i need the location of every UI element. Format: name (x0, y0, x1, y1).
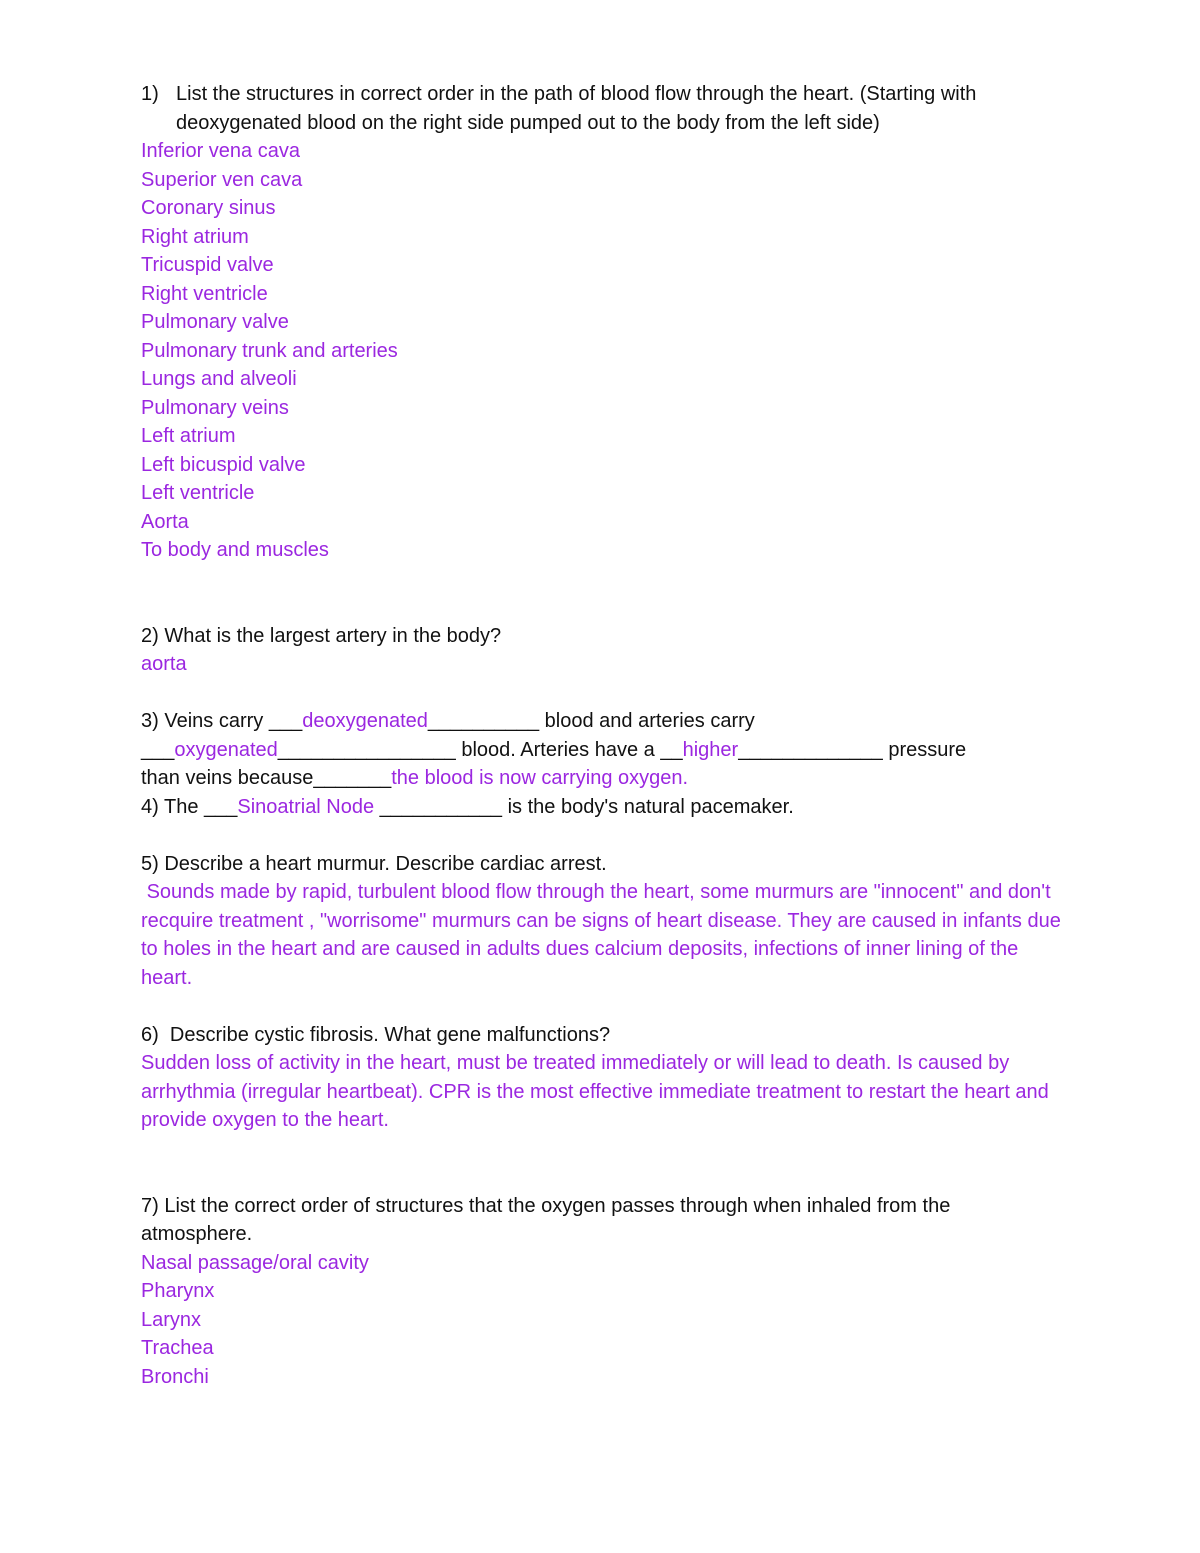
answer-list-1 (141, 137, 1061, 565)
list-item: Tricuspid valve (141, 254, 274, 276)
question-3-line-2 (141, 736, 1061, 765)
list-item: Pharynx (141, 1280, 215, 1302)
document-page (141, 80, 1067, 1391)
question-5: 5) Describe a heart murmur. Describe cardiac arrest. (141, 852, 607, 875)
list-item: Trachea (141, 1337, 214, 1359)
question-text: _____________ pressure (738, 738, 967, 761)
answer-2: aorta (141, 653, 187, 675)
answer-blank: the blood is now carrying oxygen. (391, 767, 689, 789)
list-item: Left atrium (141, 425, 236, 447)
question-text: List the structures in correct order in the path of blood flow through the heart. (Starting with deoxygenated blood on the right side pumped out to the body from the left side) (176, 83, 977, 134)
question-text: 4) The ___ (141, 795, 238, 818)
question-text: 3) Veins carry ___ (141, 710, 303, 732)
list-item: Nasal passage/oral cavity (141, 1251, 369, 1274)
question-6: 6) Describe cystic fibrosis. What gene malfunctions? (141, 1023, 611, 1046)
answer-blank: deoxygenated (302, 710, 428, 732)
list-item: Coronary sinus (141, 197, 276, 219)
question-text: __________ blood and arteries carry (427, 710, 755, 732)
question-text: ________________ blood. Arteries have a __ (277, 738, 683, 761)
list-item: Bronchi (141, 1365, 209, 1388)
answer-blank: higher (682, 738, 739, 761)
list-item: Right atrium (141, 225, 249, 248)
list-item: Pulmonary valve (141, 311, 289, 333)
question-text: ___________ is the body's natural pacemaker. (374, 795, 794, 818)
list-item: Pulmonary trunk and arteries (141, 339, 398, 362)
list-item: Pulmonary veins (141, 396, 289, 419)
answer-6: Sudden loss of activity in the heart, must be treated immediately or will lead to death. Is caused by arrhythmia (irregular heartbeat). CPR is the most effective immediate treatment to restart the heart and provide oxygen to the heart. (141, 1052, 1049, 1131)
list-item: Aorta (141, 510, 189, 533)
list-item: Inferior vena cava (141, 140, 300, 162)
answer-blank: Sinoatrial Node (237, 795, 375, 818)
answer-5: Sounds made by rapid, turbulent blood flow through the heart, some murmurs are "innocent" and don't recquire treatment , "worrisome" murmurs can be signs of heart disease. They are caused in infants due to holes in the heart and are caused in adults dues calcium deposits, infections of inner lining of the heart. (141, 881, 1067, 989)
question-text: than veins because_______ (141, 767, 392, 789)
list-item: Lungs and alveoli (141, 368, 297, 390)
answer-blank: oxygenated (174, 738, 278, 761)
question-3-line-1 (141, 707, 1061, 736)
list-item: Left ventricle (141, 482, 255, 504)
question-1 (141, 80, 1061, 137)
answer-list-7 (141, 1249, 1061, 1392)
list-item: To body and muscles (141, 539, 329, 561)
question-2: 2) What is the largest artery in the body? (141, 624, 502, 647)
question-number: 1) (141, 83, 159, 105)
list-item: Superior ven cava (141, 168, 303, 191)
list-item: Left bicuspid valve (141, 453, 306, 476)
question-4 (141, 793, 1061, 822)
list-item: Larynx (141, 1308, 202, 1331)
question-7: 7) List the correct order of structures that the oxygen passes through when inhaled from the atmosphere. (141, 1194, 951, 1245)
list-item: Right ventricle (141, 282, 268, 305)
question-3-line-3 (141, 764, 1061, 793)
question-text: ___ (141, 738, 175, 761)
